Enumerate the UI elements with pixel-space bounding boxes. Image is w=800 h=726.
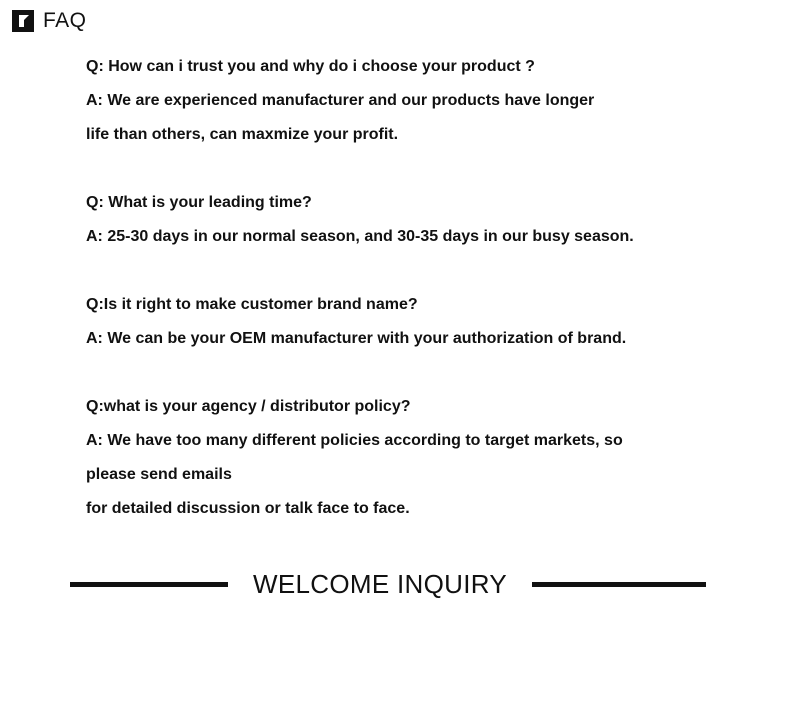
faq-question: Q:Is it right to make customer brand name? [86,296,418,313]
faq-question: Q: What is your leading time? [86,194,312,211]
divider-right [532,582,706,587]
faq-item [86,186,766,254]
faq-answer-line: A: We can be your OEM manufacturer with your authorization of brand. [86,330,627,347]
faq-answer-line: A: We are experienced manufacturer and our products have longer [86,92,595,109]
faq-answer-line: life than others, can maxmize your profit. [86,126,399,143]
faq-item [86,50,766,152]
faq-answer-line: A: 25-30 days in our normal season, and 30-35 days in our busy season. [86,228,634,245]
faq-item [86,390,766,526]
faq-answer-line: A: We have too many different policies according to target markets, so [86,432,623,449]
faq-header [12,8,87,34]
spacer [86,254,766,288]
divider-left [70,582,228,587]
welcome-inquiry-text: WELCOME INQUIRY [253,568,507,599]
faq-item [86,288,766,356]
faq-list [86,50,766,526]
spacer [86,152,766,186]
faq-answer-line: please send emails [86,466,232,483]
faq-question: Q:what is your agency / distributor policy? [86,398,411,415]
faq-title: FAQ [43,9,87,32]
spacer [86,356,766,390]
faq-question: Q: How can i trust you and why do i choose your product ? [86,58,535,75]
faq-answer-line: for detailed discussion or talk face to face. [86,500,410,517]
welcome-banner [70,566,706,602]
faq-logo-icon [12,10,34,32]
